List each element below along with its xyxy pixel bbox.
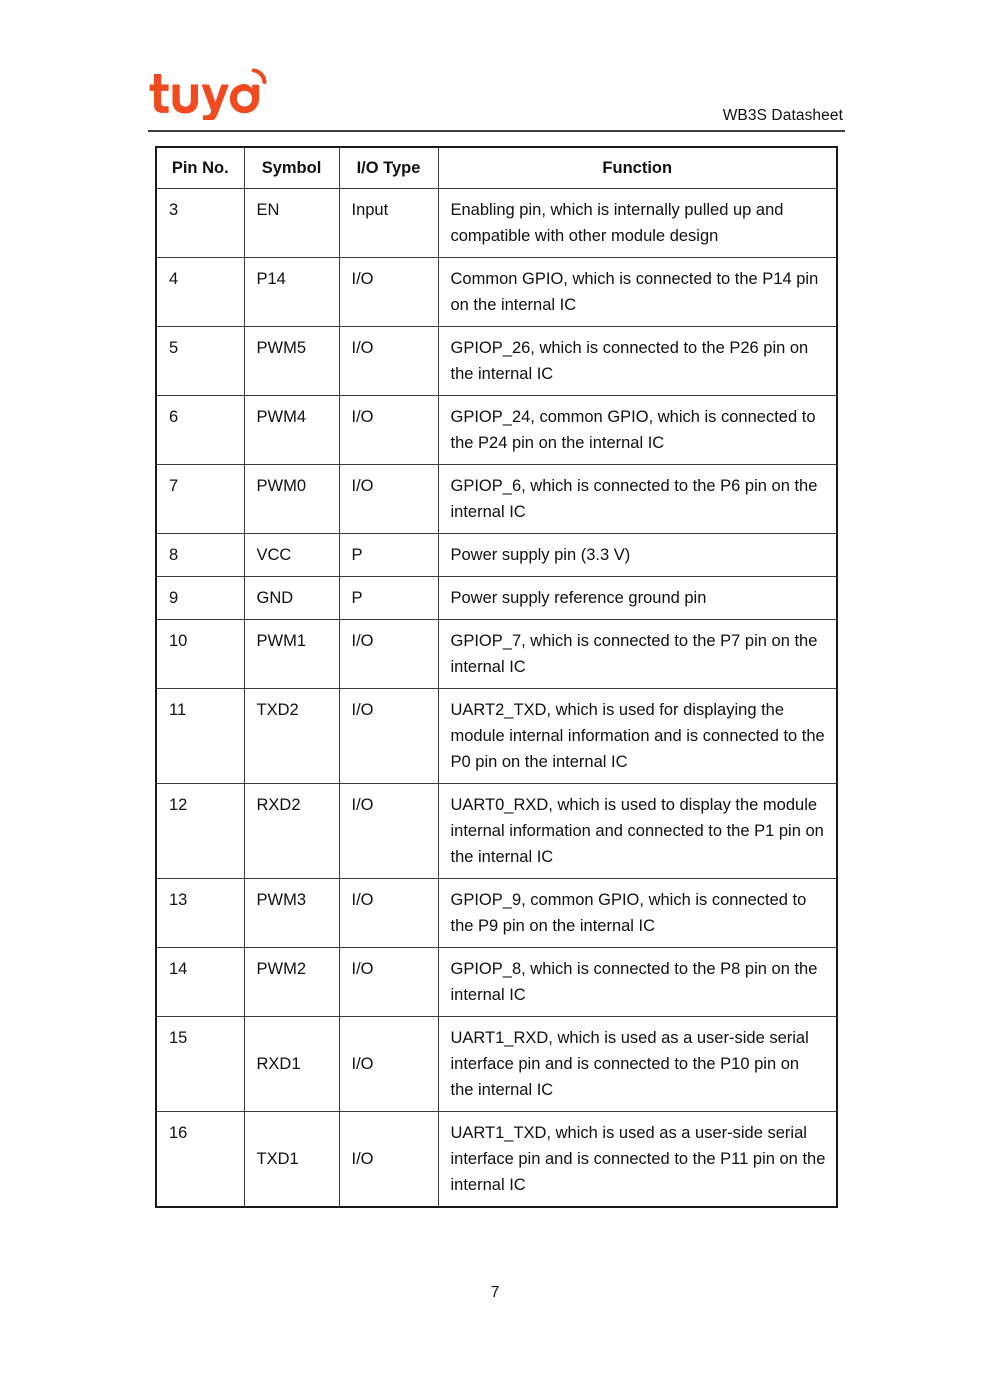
table-row	[156, 689, 837, 784]
column-header-io-type: I/O Type	[339, 147, 438, 189]
cell-io-type: I/O	[339, 784, 438, 879]
cell-pin-no: 6	[156, 396, 244, 465]
pin-definition-table	[155, 146, 838, 1208]
cell-function: GPIOP_6, which is connected to the P6 pin on the internal IC	[438, 465, 837, 534]
cell-symbol: RXD1	[244, 1017, 339, 1112]
cell-io-type: I/O	[339, 620, 438, 689]
cell-symbol: PWM2	[244, 948, 339, 1017]
cell-symbol: PWM0	[244, 465, 339, 534]
cell-symbol: VCC	[244, 534, 339, 577]
cell-symbol: GND	[244, 577, 339, 620]
cell-function: GPIOP_9, common GPIO, which is connected to the P9 pin on the internal IC	[438, 879, 837, 948]
cell-io-type: Input	[339, 189, 438, 258]
cell-pin-no: 7	[156, 465, 244, 534]
cell-io-type: I/O	[339, 465, 438, 534]
cell-io-type: I/O	[339, 1017, 438, 1112]
table-row	[156, 879, 837, 948]
cell-function: UART0_RXD, which is used to display the module internal information and connected to the P1 pin on the internal IC	[438, 784, 837, 879]
cell-pin-no: 10	[156, 620, 244, 689]
cell-symbol: P14	[244, 258, 339, 327]
table-row	[156, 189, 837, 258]
cell-pin-no: 12	[156, 784, 244, 879]
cell-io-type: I/O	[339, 879, 438, 948]
cell-symbol: PWM1	[244, 620, 339, 689]
cell-function: GPIOP_8, which is connected to the P8 pin on the internal IC	[438, 948, 837, 1017]
table-row	[156, 396, 837, 465]
column-header-symbol: Symbol	[244, 147, 339, 189]
table-row	[156, 534, 837, 577]
cell-io-type: P	[339, 577, 438, 620]
cell-io-type: I/O	[339, 689, 438, 784]
cell-pin-no: 11	[156, 689, 244, 784]
cell-function: UART2_TXD, which is used for displaying the module internal information and is connected to the P0 pin on the internal IC	[438, 689, 837, 784]
table-row	[156, 1112, 837, 1208]
cell-pin-no: 8	[156, 534, 244, 577]
table-row	[156, 327, 837, 396]
column-header-pin-no: Pin No.	[156, 147, 244, 189]
cell-pin-no: 16	[156, 1112, 244, 1208]
cell-function: GPIOP_7, which is connected to the P7 pin on the internal IC	[438, 620, 837, 689]
cell-function: GPIOP_26, which is connected to the P26 pin on the internal IC	[438, 327, 837, 396]
cell-pin-no: 9	[156, 577, 244, 620]
column-header-function: Function	[438, 147, 837, 189]
table-row	[156, 784, 837, 879]
cell-pin-no: 14	[156, 948, 244, 1017]
cell-symbol: RXD2	[244, 784, 339, 879]
cell-function: Power supply reference ground pin	[438, 577, 837, 620]
document-title: WB3S Datasheet	[722, 107, 843, 124]
header-divider	[148, 130, 845, 132]
cell-io-type: I/O	[339, 327, 438, 396]
page-number: 7	[490, 1284, 500, 1301]
cell-symbol: TXD1	[244, 1112, 339, 1208]
cell-function: Enabling pin, which is internally pulled up and compatible with other module design	[438, 189, 837, 258]
table-row	[156, 620, 837, 689]
cell-pin-no: 5	[156, 327, 244, 396]
cell-pin-no: 13	[156, 879, 244, 948]
cell-function: Common GPIO, which is connected to the P14 pin on the internal IC	[438, 258, 837, 327]
table-row	[156, 577, 837, 620]
table-row	[156, 258, 837, 327]
tuya-logo	[148, 68, 268, 120]
cell-function: UART1_RXD, which is used as a user-side serial interface pin and is connected to the P10 pin on the internal IC	[438, 1017, 837, 1112]
table-row	[156, 948, 837, 1017]
cell-pin-no: 15	[156, 1017, 244, 1112]
page-header	[148, 62, 845, 132]
cell-function: Power supply pin (3.3 V)	[438, 534, 837, 577]
table-row	[156, 465, 837, 534]
table-header-row	[156, 147, 837, 189]
cell-io-type: I/O	[339, 948, 438, 1017]
cell-symbol: EN	[244, 189, 339, 258]
cell-pin-no: 3	[156, 189, 244, 258]
cell-symbol: TXD2	[244, 689, 339, 784]
table-row	[156, 1017, 837, 1112]
cell-function: GPIOP_24, common GPIO, which is connected to the P24 pin on the internal IC	[438, 396, 837, 465]
cell-io-type: I/O	[339, 1112, 438, 1208]
cell-io-type: I/O	[339, 396, 438, 465]
cell-symbol: PWM3	[244, 879, 339, 948]
cell-pin-no: 4	[156, 258, 244, 327]
cell-symbol: PWM5	[244, 327, 339, 396]
cell-function: UART1_TXD, which is used as a user-side serial interface pin and is connected to the P11 pin on the internal IC	[438, 1112, 837, 1208]
table-body	[156, 189, 837, 1208]
cell-io-type: P	[339, 534, 438, 577]
cell-io-type: I/O	[339, 258, 438, 327]
cell-symbol: PWM4	[244, 396, 339, 465]
